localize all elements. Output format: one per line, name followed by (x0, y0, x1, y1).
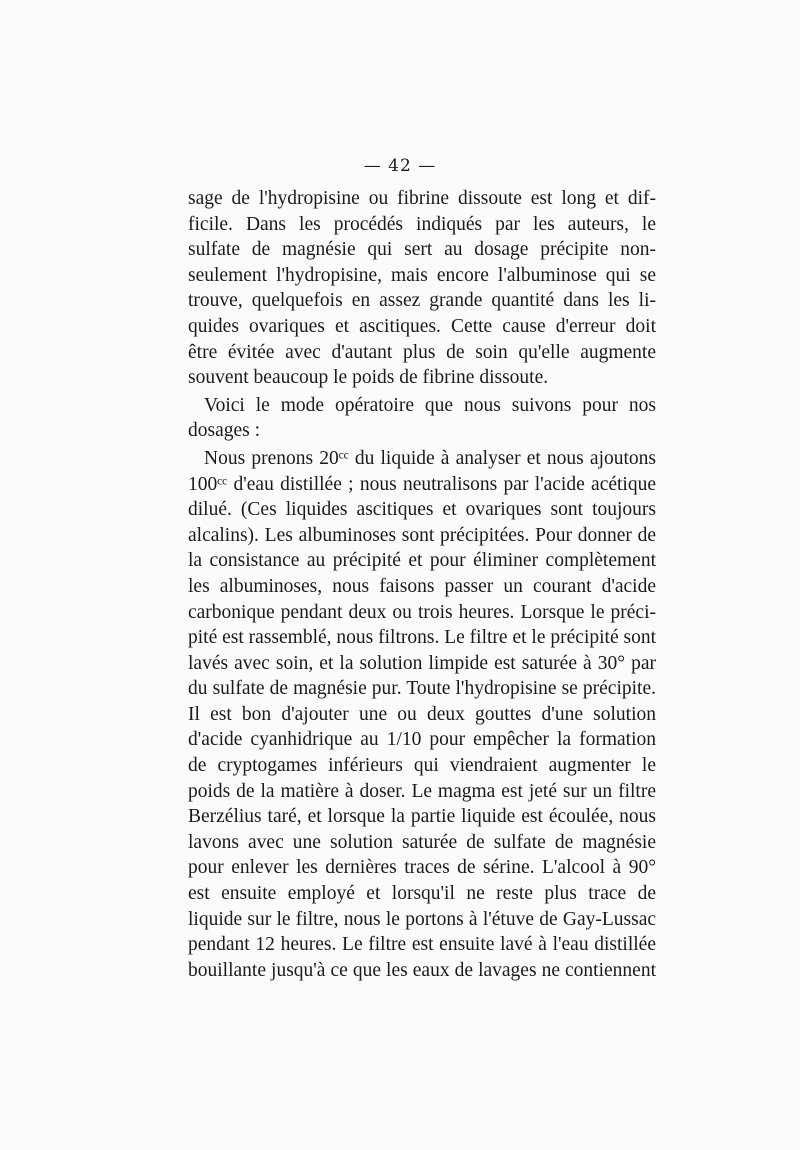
text-line: trouve, quelquefois en assez grande quantité dans les li- (188, 290, 656, 312)
text-line: est ensuite employé et lorsqu'il ne reste plus trace de (188, 883, 656, 905)
text-line: souvent beaucoup le poids de fibrine dissoute. (188, 367, 549, 389)
paragraph-1 (188, 186, 656, 391)
text-line: seulement l'hydropisine, mais encore l'albuminose qui se (188, 264, 656, 286)
text-line: sage de l'hydropisine ou fibrine dissoute est long et dif- (188, 188, 656, 209)
text-line: du sulfate de magnésie pur. Toute l'hydropisine se précipite. (188, 678, 656, 700)
text-line: dosages : (188, 420, 261, 442)
text-line: carbonique pendant deux ou trois heures. Lorsque le préci- (188, 601, 656, 623)
page-number: — 42 — (363, 156, 437, 176)
text-line: pité est rassemblé, nous filtrons. Le filtre et le précipité sont (188, 627, 656, 649)
text-line: être évitée avec d'autant plus de soin qu'elle augmente (188, 341, 656, 363)
text-line: 100ᶜᶜ d'eau distillée ; nous neutralisons par l'acide acétique (188, 473, 656, 495)
text-line: d'acide cyanhidrique au 1/10 pour empêcher la formation (188, 729, 656, 751)
body-text (188, 186, 656, 983)
text-line: les albuminoses, nous faisons passer un courant d'acide (188, 575, 656, 597)
text-line: quides ovariques et ascitiques. Cette cause d'erreur doit (188, 315, 656, 337)
text-line: de cryptogames inférieurs qui viendraient augmenter le (188, 755, 656, 777)
text-line: lavons avec une solution saturée de sulfate de magnésie (188, 831, 656, 853)
text-line: alcalins). Les albuminoses sont précipitées. Pour donner de (188, 524, 656, 546)
text-line: pendant 12 heures. Le filtre est ensuite lavé à l'eau distillée (188, 934, 656, 956)
text-line: Voici le mode opératoire que nous suivons pour nos (204, 394, 656, 416)
text-line: bouillante jusqu'à ce que les eaux de lavages ne contiennent (188, 959, 656, 981)
text-line: poids de la matière à doser. Le magma est jeté sur un filtre (188, 780, 656, 802)
text-line: Nous prenons 20ᶜᶜ du liquide à analyser et nous ajoutons (204, 447, 656, 469)
text-line: dilué. (Ces liquides ascitiques et ovariques sont toujours (188, 499, 656, 521)
text-line: lavés avec soin, et la solution limpide est saturée à 30° par (188, 652, 656, 674)
text-line: sulfate de magnésie qui sert au dosage précipite non- (188, 239, 656, 261)
paragraph-2 (188, 393, 656, 444)
text-line: ficile. Dans les procédés indiqués par les auteurs, le (188, 213, 656, 235)
paragraph-3 (188, 446, 656, 983)
text-line: liquide sur le filtre, nous le portons à l'étuve de Gay-Lussac (188, 908, 656, 930)
text-line: Berzélius taré, et lorsque la partie liquide est écoulée, nous (188, 806, 656, 828)
text-line: Il est bon d'ajouter une ou deux gouttes d'une solution (188, 703, 656, 725)
text-line: la consistance au précipité et pour éliminer complètement (188, 550, 656, 572)
text-line: pour enlever les dernières traces de sérine. L'alcool à 90° (188, 857, 656, 879)
